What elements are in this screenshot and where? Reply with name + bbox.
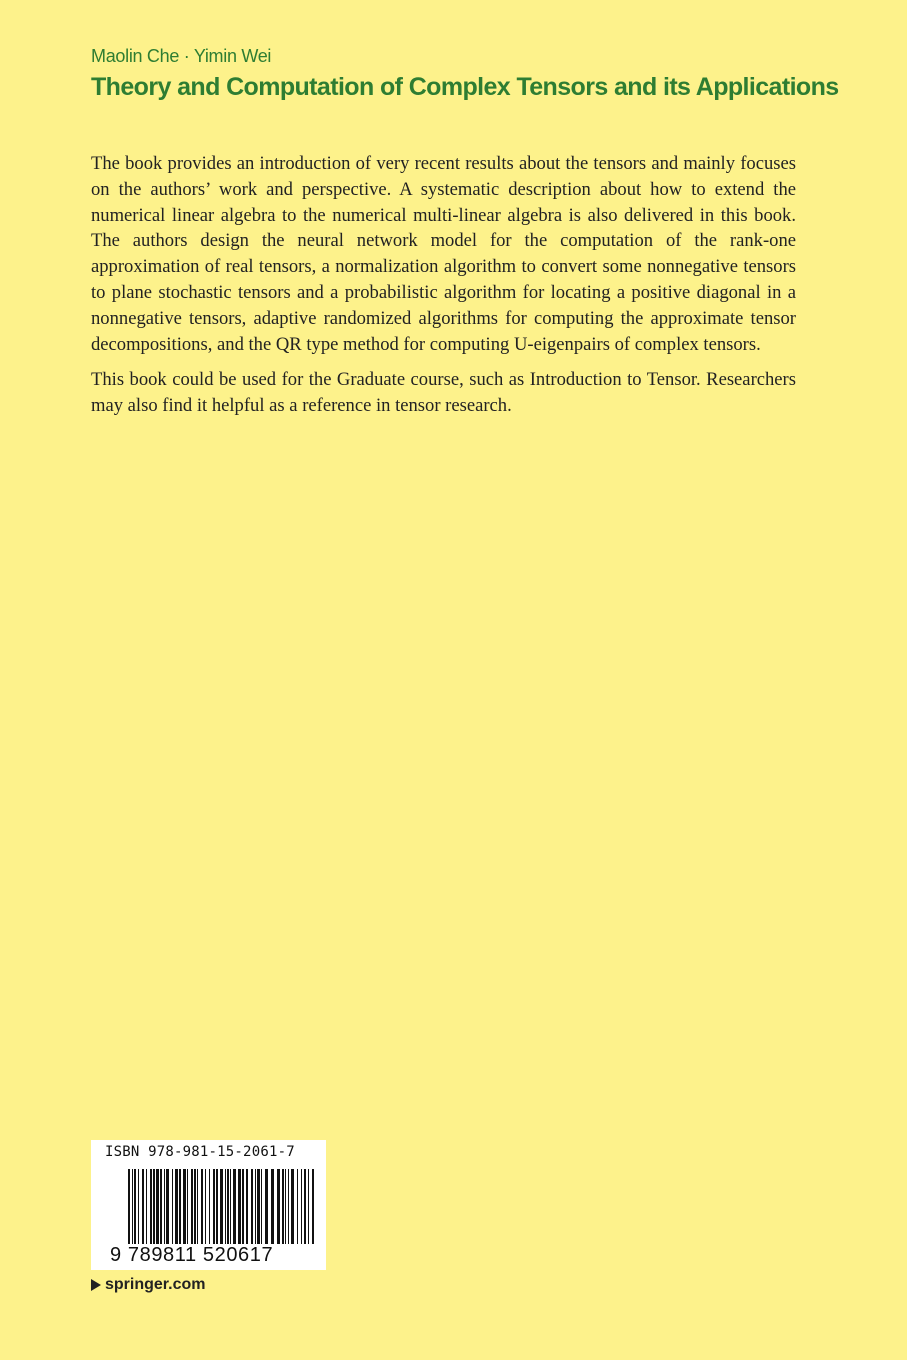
isbn-label: ISBN 978-981-15-2061-7 bbox=[105, 1144, 295, 1160]
description-paragraph-2: This book could be used for the Graduate course, such as Introduction to Tensor. Researchers may also find it helpful as a reference in tensor research. bbox=[91, 369, 796, 417]
play-arrow-icon bbox=[91, 1279, 101, 1291]
barcode-digits: 9 789811 520617 bbox=[110, 1244, 274, 1266]
publisher-link[interactable] bbox=[91, 1276, 205, 1294]
description-paragraph-1: The book provides an introduction of very recent results about the tensors and mainly focuses on the authors’ work and perspective. A systematic description about how to extend the numerical linear algebra to the numerical multi-linear algebra is also delivered in this book. The authors design the neural network model for the computation of the rank-one approximation of real tensors, a normalization algorithm to convert some nonnegative tensors to plane stochastic tensors and a probabilistic algorithm for locating a positive diagonal in a nonnegative tensors, adaptive randomized algorithms for computing the approximate tensor decompositions, and the QR type method for computing U-eigenpairs of complex tensors. bbox=[91, 153, 796, 355]
book-title: Theory and Computation of Complex Tensors and its Applications bbox=[91, 73, 839, 101]
authors-line: Maolin Che · Yimin Wei bbox=[91, 46, 272, 66]
isbn-barcode-block bbox=[91, 1140, 326, 1270]
book-description bbox=[91, 151, 796, 429]
publisher-link-label: springer.com bbox=[105, 1276, 206, 1293]
